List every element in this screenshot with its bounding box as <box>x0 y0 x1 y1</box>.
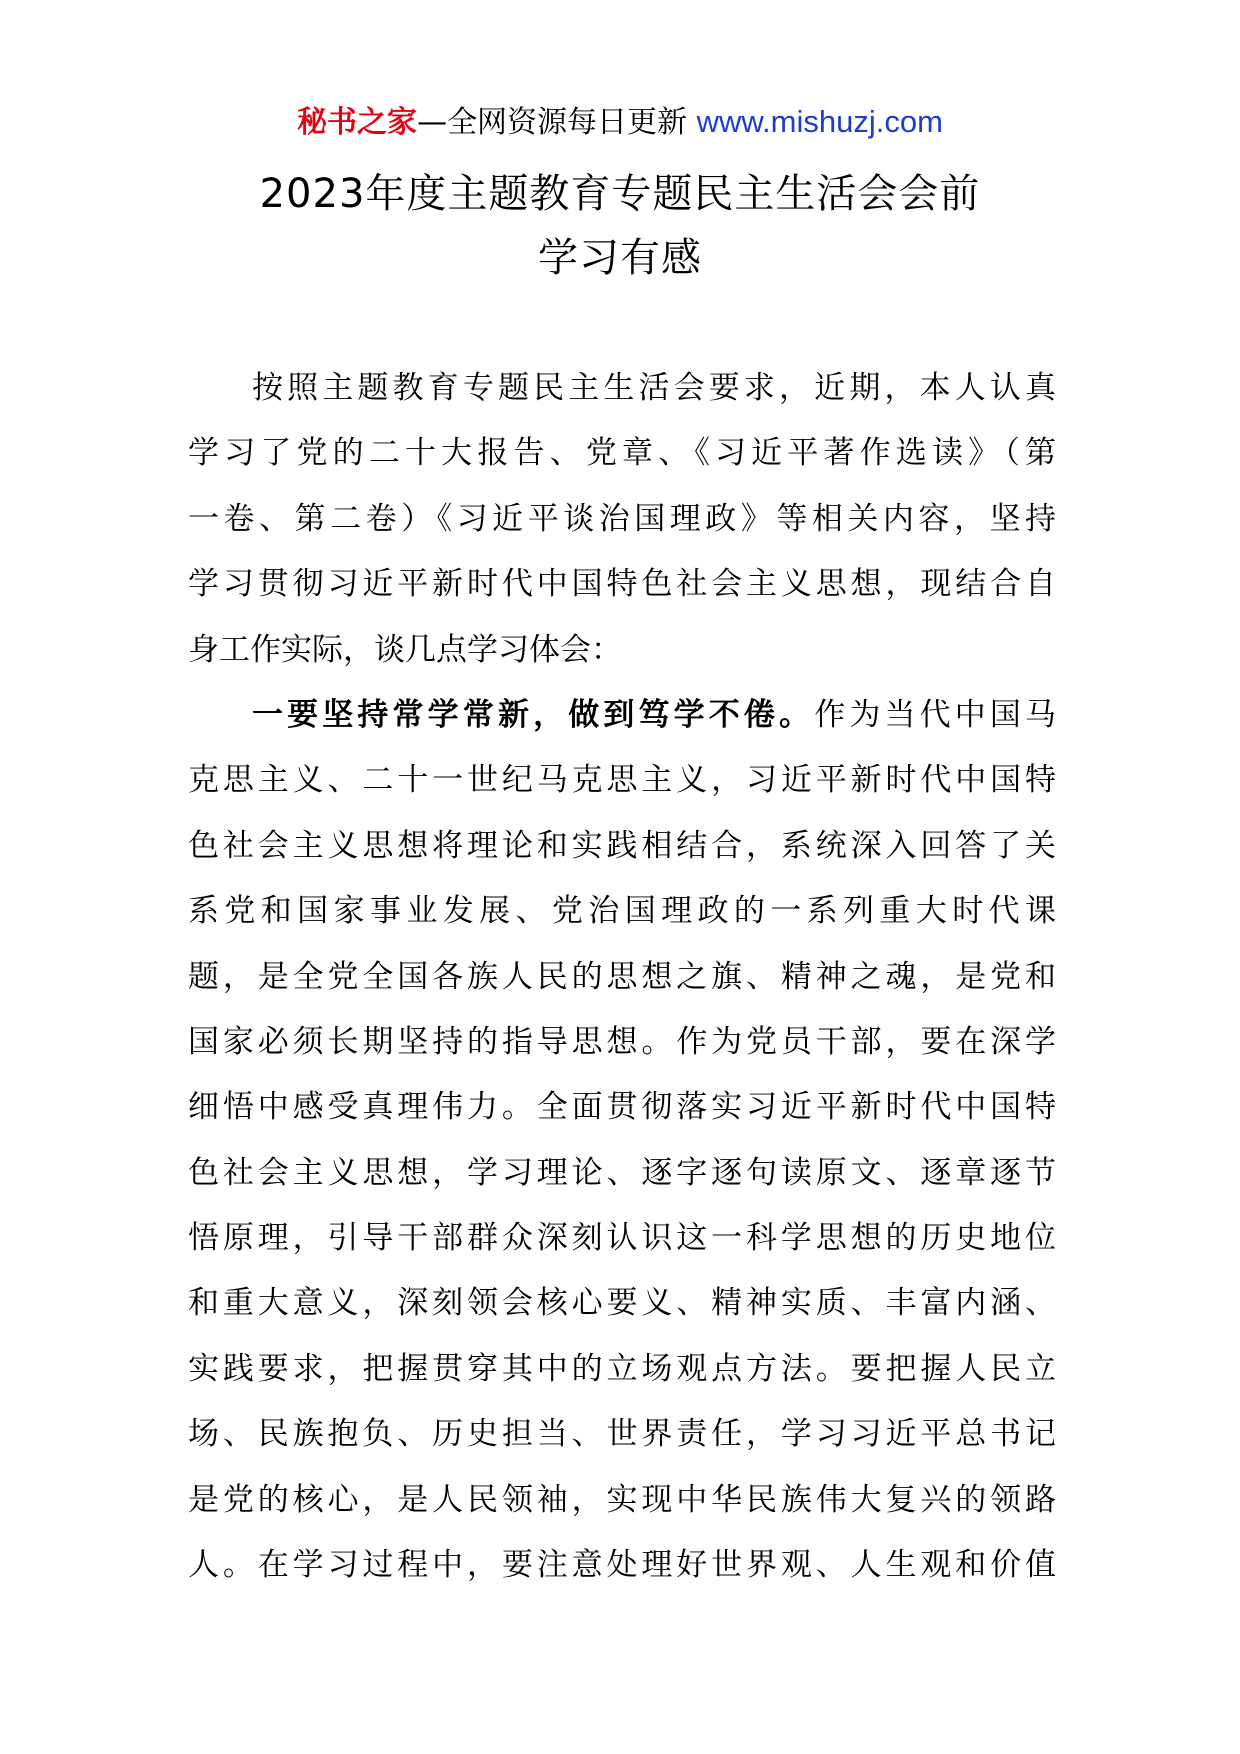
body-line: 国家必须长期坚持的指导思想。作为党员干部，要在深学 <box>188 1023 1056 1060</box>
site-header <box>0 100 1240 145</box>
document-title <box>120 162 1120 290</box>
body-line: 人。在学习过程中，要注意处理好世界观、人生观和价值 <box>188 1547 1056 1584</box>
body-line-with-heading <box>188 683 1056 748</box>
body-line: 实践要求，把握贯穿其中的立场观点方法。要把握人民立 <box>188 1350 1056 1387</box>
body-line: 是党的核心，是人民领袖，实现中华民族伟大复兴的领路 <box>188 1481 1056 1518</box>
body-line: 色社会主义思想将理论和实践相结合，系统深入回答了关 <box>188 827 1056 864</box>
body-line: 克思主义、二十一世纪马克思主义，习近平新时代中国特 <box>188 762 1056 799</box>
body-line: 题，是全党全国各族人民的思想之旗、精神之魂，是党和 <box>188 958 1056 995</box>
body-line: 学习了党的二十大报告、党章、《习近平著作选读》（第 <box>188 435 1056 472</box>
body-line: 色社会主义思想，学习理论、逐字逐句读原文、逐章逐节 <box>188 1154 1056 1191</box>
body-line: 身工作实际，谈几点学习体会： <box>188 631 622 668</box>
document-body <box>188 356 1056 1598</box>
body-line: 悟原理，引导干部群众深刻认识这一科学思想的历史地位 <box>188 1220 1056 1257</box>
body-line: 按照主题教育专题民主生活会要求，近期，本人认真 <box>252 370 1056 406</box>
body-line: 细悟中感受真理伟力。全面贯彻落实习近平新时代中国特 <box>188 1089 1056 1126</box>
body-line: 场、民族抱负、历史担当、世界责任，学习习近平总书记 <box>188 1416 1056 1453</box>
site-tagline: —全网资源每日更新 <box>417 105 688 140</box>
title-line-2: 学习有感 <box>538 235 702 281</box>
body-line-rest: 作为当代中国马 <box>814 696 1057 733</box>
section-heading: 一要坚持常学常新，做到笃学不倦。 <box>252 696 815 733</box>
body-line: 学习贯彻习近平新时代中国特色社会主义思想，现结合自 <box>188 566 1056 603</box>
site-url-link[interactable]: www.mishuzj.com <box>696 104 943 139</box>
body-line: 和重大意义，深刻领会核心要义、精神实质、丰富内涵、 <box>188 1285 1056 1322</box>
site-brand: 秘书之家 <box>297 105 418 140</box>
title-line-1: 2023年度主题教育专题民主生活会会前 <box>259 171 981 217</box>
body-line: 一卷、第二卷）《习近平谈治国理政》等相关内容，坚持 <box>188 500 1056 537</box>
body-line: 系党和国家事业发展、党治国理政的一系列重大时代课 <box>188 893 1056 930</box>
